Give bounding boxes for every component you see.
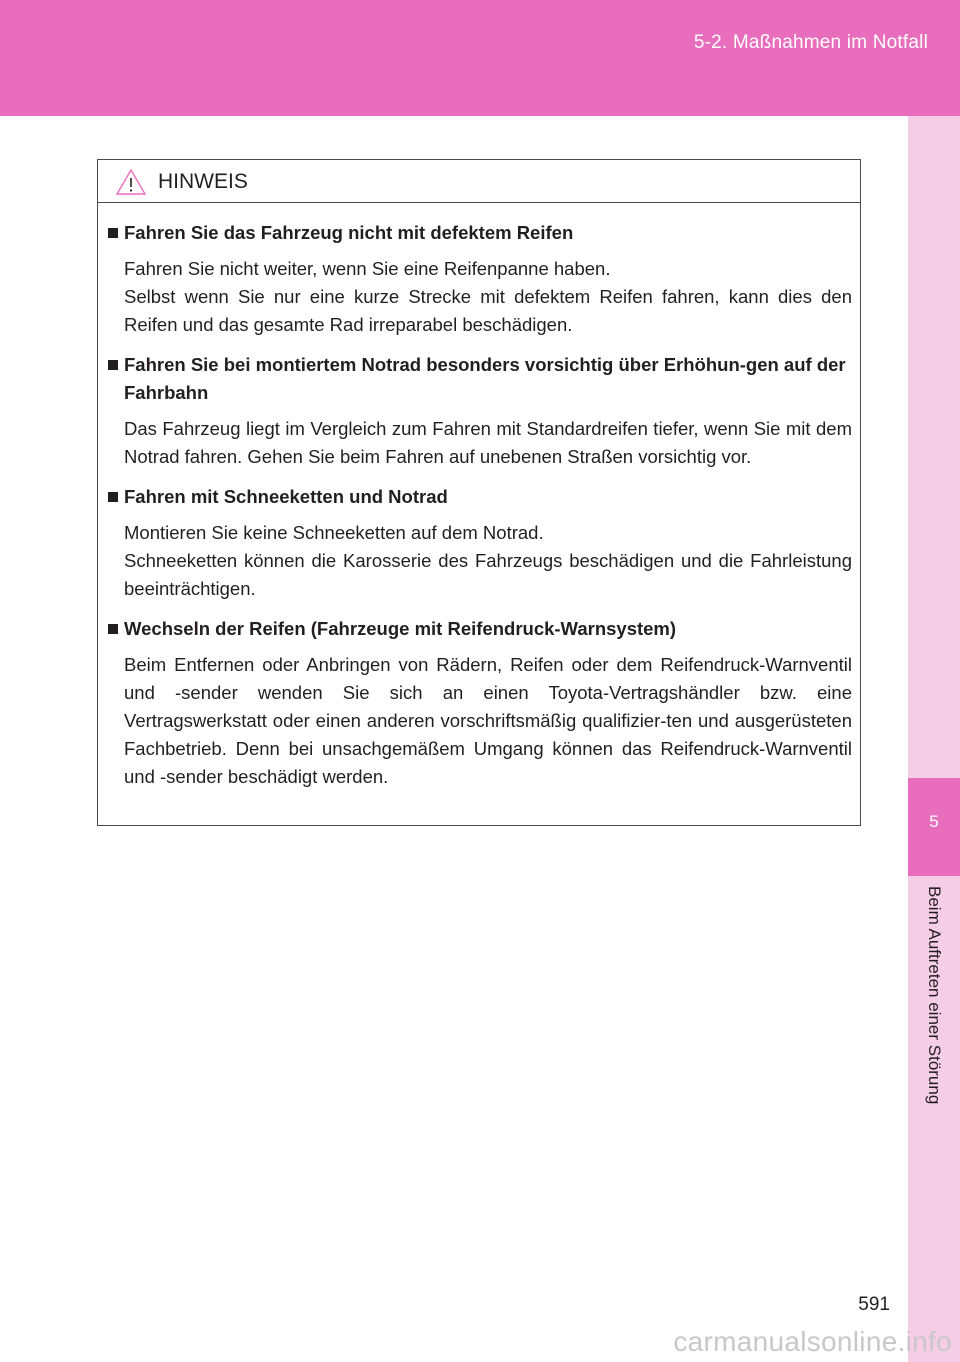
chapter-number: 5 <box>929 812 939 831</box>
chapter-side-strip <box>908 116 960 1362</box>
note-item-text <box>106 415 852 471</box>
chapter-title: Beim Auftreten einer Störung <box>925 886 944 1105</box>
note-item-text <box>106 651 852 791</box>
paragraph: Schneeketten können die Karosserie des Fahrzeugs beschädigen und die Fahrleistung beeinträchtigen. <box>124 550 852 599</box>
paragraph: Fahren Sie nicht weiter, wenn Sie eine Reifenpanne haben. <box>124 258 611 279</box>
paragraph: Beim Entfernen oder Anbringen von Rädern, Reifen oder dem Reifendruck-Warnventil und -sender wenden Sie sich an einen Toyota-Vertragshändler bzw. eine Vertragswerkstatt oder einen anderen vorschriftsmäßig qualifizier-ten und ausgerüsteten Fachbetrieb. Denn bei unsachgemäßem Umgang können das Reifendruck-Warnventil und -sender beschädigt werden. <box>124 654 852 787</box>
warning-triangle-icon <box>116 169 146 195</box>
square-bullet-icon <box>108 492 118 502</box>
note-item-text <box>106 519 852 603</box>
note-item <box>106 615 852 791</box>
square-bullet-icon <box>108 360 118 370</box>
note-title: HINWEIS <box>158 170 248 193</box>
chapter-number-tab[interactable] <box>908 778 960 876</box>
note-item-text <box>106 255 852 339</box>
paragraph: Montieren Sie keine Schneeketten auf dem Notrad. <box>124 522 544 543</box>
note-item-heading: Wechseln der Reifen (Fahrzeuge mit Reifendruck-Warnsystem) <box>106 615 852 643</box>
note-item <box>106 483 852 603</box>
square-bullet-icon <box>108 624 118 634</box>
watermark: carmanualsonline.info <box>673 1326 952 1357</box>
square-bullet-icon <box>108 228 118 238</box>
note-box <box>97 159 861 826</box>
paragraph: Selbst wenn Sie nur eine kurze Strecke mit defektem Reifen fahren, kann dies den Reifen und das gesamte Rad irreparabel beschädigen. <box>124 286 852 335</box>
note-body <box>98 203 860 791</box>
note-item <box>106 219 852 339</box>
note-item-heading: Fahren Sie bei montiertem Notrad besonders vorsichtig über Erhöhun-gen auf der Fahrbahn <box>106 351 852 407</box>
note-item-heading: Fahren mit Schneeketten und Notrad <box>106 483 852 511</box>
note-item <box>106 351 852 471</box>
header-band <box>0 0 960 116</box>
note-item-heading: Fahren Sie das Fahrzeug nicht mit defektem Reifen <box>106 219 852 247</box>
note-header <box>98 160 860 203</box>
paragraph: Das Fahrzeug liegt im Vergleich zum Fahren mit Standardreifen tiefer, wenn Sie mit dem Notrad fahren. Gehen Sie beim Fahren auf unebenen Straßen vorsichtig vor. <box>124 418 852 467</box>
section-title: 5-2. Maßnahmen im Notfall <box>693 32 928 53</box>
page-number: 591 <box>858 1294 890 1315</box>
